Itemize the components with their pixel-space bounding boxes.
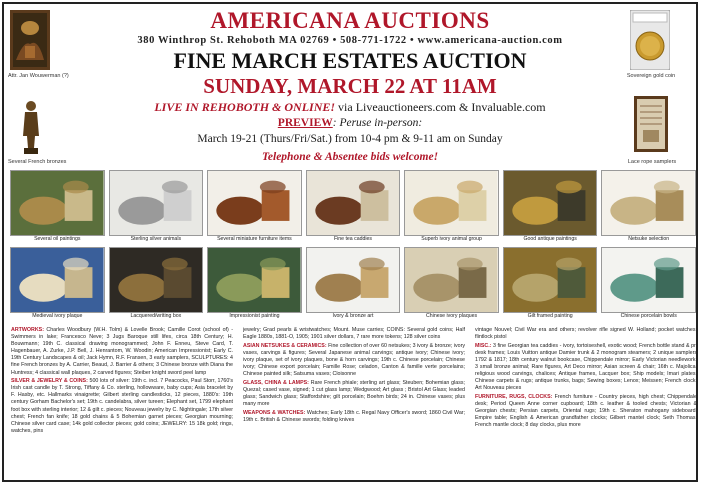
description-paragraph xyxy=(475,343,697,393)
section-text: Watches; Early 18th c. Regal Navy Officer's sword; 1860 Civil War; 19th c. British & Chinese swords; folding knives xyxy=(243,409,465,423)
auction-photo xyxy=(109,247,204,313)
section-heading: ASIAN NETSUKES & CERAMICS: xyxy=(243,342,327,349)
auction-photo xyxy=(109,170,204,236)
live-online-sites: via Liveauctioneers.com & Invaluable.com xyxy=(335,100,546,114)
auction-photo xyxy=(306,247,401,313)
section-text: 3 fine Georgian tea caddies - ivory, tortoiseshell, exotic wood; French bottle stand & pr. desk frames; Louis Vuitton antique Damier trunk & 2 monogram steamers; 2 unique samplers 1792 & 1817; 18th century walnut bookcase, Chippendale mirror; Early Victorian needlework; 3 small bronze animal; Rare figures, Art Deco mirror; Asian screen & chair; 16th c. Majolica; religious wood carvings, chalices; Antique frames, Lacquer box; Ship models; Imari plates; Chinese carpets & rugs; antique trunks, bags; Sewing boxes; Lenox; Meissen; French clock; Art Nouveau pieces xyxy=(475,342,697,392)
section-text: Rare French phiale; sterling art glass; Steuben; Bohemian glass; Quezal; cased vase, signed; 1 cut glass lamp; Wedgwood; Art glass ; Bristol Art Glass; leaded glass; Sandwich glass; Staffordshire; gilt porcelain; Boehm birds; 24 in. Chinese vases; plus many more xyxy=(243,379,465,407)
company-address: 380 Winthrop St. Rehoboth MA 02769 • 508-771-1722 • www.americana-auction.com xyxy=(137,35,563,46)
auction-photo xyxy=(10,170,105,236)
auction-photo xyxy=(503,247,598,313)
auction-title: FINE MARCH ESTATES AUCTION xyxy=(173,48,527,73)
photo-caption: Chinese ivory plaques xyxy=(426,313,478,319)
photo-caption: Superb ivory animal group xyxy=(421,236,482,242)
section-heading: WEAPONS & WATCHES: xyxy=(243,409,306,416)
description-paragraph xyxy=(243,380,465,408)
auction-photo xyxy=(404,247,499,313)
section-heading: ARTWORKS: xyxy=(11,327,44,333)
section-text: jewelry; Grad pearls & wristwatches; Mount. Muse carries; COINS: Several gold coins; Half Eagle 1880s, 1881-O, 1905; 1901 silver dollars, 7 rare more tokens; 128 silver coins xyxy=(243,327,465,341)
description-column xyxy=(11,327,233,479)
company-name: AMERICANA AUCTIONS xyxy=(210,8,490,33)
description-paragraph xyxy=(243,410,465,424)
photo-caption: Chinese porcelain bowls xyxy=(620,313,677,319)
section-heading: SILVER & JEWELRY & COINS: xyxy=(11,378,88,385)
auction-photo xyxy=(207,170,302,236)
corner-caption-mid-left: Several French bronzes xyxy=(8,159,67,165)
auction-photo xyxy=(601,170,696,236)
preview-intro: : Peruse in-person: xyxy=(332,117,423,129)
live-online-label: LIVE IN REHOBOTH & ONLINE! xyxy=(154,100,336,114)
photo-caption: Gilt framed painting xyxy=(527,313,573,319)
preview-line xyxy=(4,117,696,129)
description-paragraph xyxy=(11,378,233,435)
auction-advertisement xyxy=(2,2,698,482)
live-online-line xyxy=(4,100,696,115)
photo-caption: Netsuke selection xyxy=(628,236,670,242)
description-paragraph xyxy=(475,394,697,429)
preview-dates: March 19-21 (Thurs/Fri/Sat.) from 10-4 pm & 9-11 am on Sunday xyxy=(197,133,503,145)
description-column xyxy=(243,327,465,479)
description-paragraph xyxy=(475,327,697,341)
auction-photo xyxy=(207,247,302,313)
corner-caption-top-left: Attr. Jan Wouwerman (?) xyxy=(8,73,69,79)
photo-caption: Fine tea caddies xyxy=(333,236,373,242)
auction-photo xyxy=(601,247,696,313)
photo-caption: Sterling silver animals xyxy=(130,236,182,242)
description-paragraph xyxy=(243,327,465,341)
auction-photo xyxy=(306,170,401,236)
auction-photo xyxy=(404,170,499,236)
photo-caption: Several miniature furniture items xyxy=(217,236,292,242)
photo-caption: Medieval ivory plaque xyxy=(32,313,83,319)
section-heading: GLASS, CHINA & LAMPS: xyxy=(243,379,309,386)
section-heading: MISC.: xyxy=(475,342,492,349)
section-text: vintage Nouvel; Civil War era and others; revolver rifle signed W. Holland; pocket watches; flintlock pistol xyxy=(475,327,697,341)
section-text: 500 lots of silver: 19th c. incl. 7 Peacocks, Paul Storr, 1760's Irish cast candle by T. Strong, Tiffany & Co. sterling, hollowware, baby cups; Asia bracelet by F. Hasby, etc. Hallmarks vinaigrette; Gilbert sterling candlesticks, 12 pieces, 1880's: 19th century Gorham Bachelor's set; 19th c. candelabra, silver tureen; Elephant set, 1799 elephant foot box with sterling interior; 12 & gilt c. pieces; Nouveau jewelry by C. Nightingale; 17th silver chest; French fan knife; 18 gold chains & 5 Bohemian garnet pieces; Georgian mourning; Chinese silver card case; 14k gold collector pieces; gold coins; JEWELRY: 15 18k gold; rings, watches, pins xyxy=(11,378,233,434)
description-paragraph xyxy=(11,327,233,377)
section-text: Charles Woodbury (W.H. Tolm) & Lovelle Brook; Camille Corot (school of) - Swimmers in lake; Francesco Neve; 3 Jugs Baroque still lifes, circa 18th Century; H. Bouwmann; 19th C. classical drawing monogrammed; John F. Enneu, Steve Card, T. Hagenbauer, A. Zurke, J.P. Bell, J. Henrantom, W. Woodin; American Impressionist; Early C. 19th Century Landscapes & oil; Jack Hymn, R.F. Fransen, 3 early samplers, SCULPTURES: 4 fine French bronzes by A. Carrier, Beaud, J. Barrier & others; 3 Chinese bronze with Diana the Huntress; 4 classical wall plaques, 2 carved figures; Steiber knight sword peel lamp xyxy=(11,327,233,376)
photo-caption: Good antique paintings xyxy=(523,236,577,242)
auction-date: SUNDAY, MARCH 22 AT 11AM xyxy=(203,74,497,98)
description-paragraph xyxy=(243,343,465,378)
corner-caption-mid-right: Lace rope samplers xyxy=(627,159,677,165)
absentee-bids-note: Telephone & Absentee bids welcome! xyxy=(261,151,439,163)
section-text: Fine collection of over 60 netsukes; 3 ivory & bronze; ivory vases, carvings & figures; Several Japanese animal carvings; antique ivory; Chinese ivory; ivory plaque, set of ivory plaques, bone & horn carvings; 19th c. Chinese porcelain; Chinese ivory; Chinese export porcelain; Famille Rose; celadon, Canton & famille verte porcelains; Chinese painted silk; Satsuma vases; Cloisonne xyxy=(243,342,465,378)
corner-caption-top-right: Sovereign gold coin xyxy=(626,73,676,79)
photo-caption: Ivory & bronze art xyxy=(332,313,374,319)
description-column xyxy=(475,327,697,479)
photo-caption: Lacquered/writing box xyxy=(130,313,182,319)
preview-label: PREVIEW xyxy=(277,117,333,129)
auction-photo xyxy=(503,170,598,236)
section-text: French furniture - Country pieces, high chest; Chippendale desk; Period Queen Anne corner cupboard; 18th c. leather & tooled chests; Victorian & Georgian chests; Persian carpets, Oriental rugs; 19th c. Sheraton mahogany sideboard; Empire table; English & American grandfather clocks; Gilbert mantel clock; Seth Thomas; French mantle clock; 8 day clocks, plus more xyxy=(475,393,697,429)
section-heading: FURNITURE, RUGS, CLOCKS: xyxy=(475,393,553,400)
photo-caption: Several oil paintings xyxy=(34,236,81,242)
auction-photo xyxy=(10,247,105,313)
photo-caption: Impressionist painting xyxy=(229,313,280,319)
